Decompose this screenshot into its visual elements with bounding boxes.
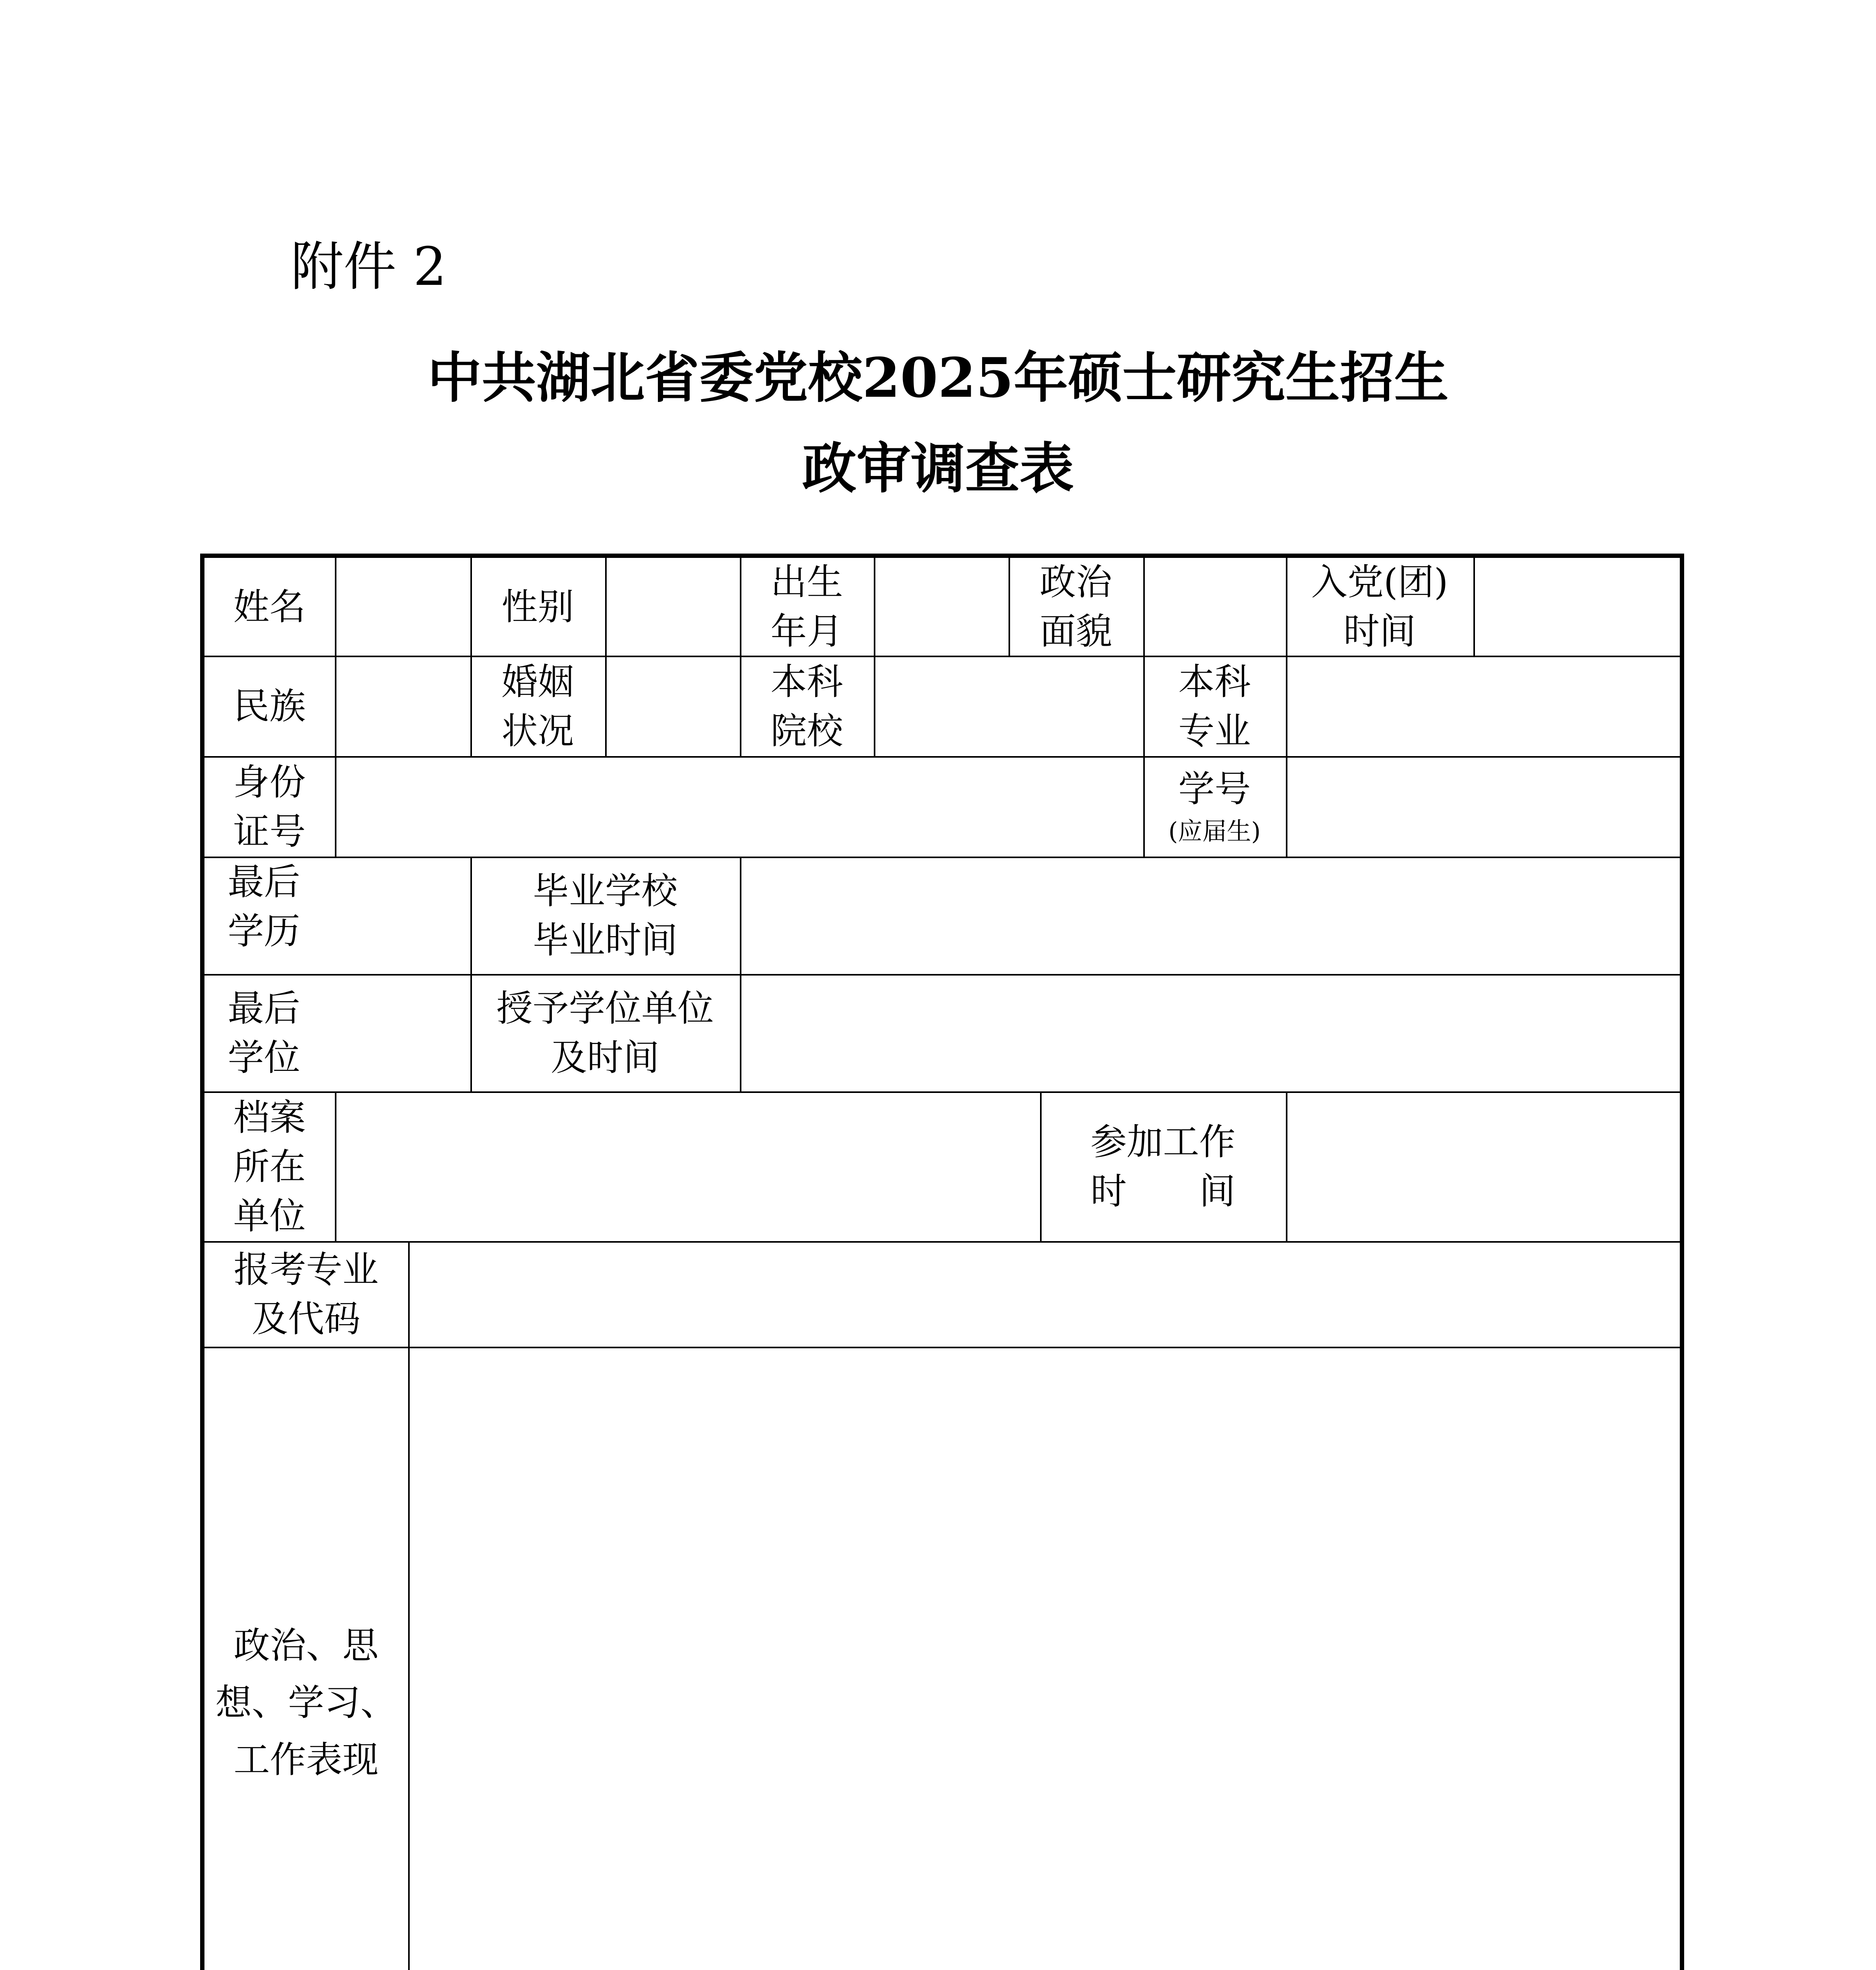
label-political-status: 政治 面貌 (1039, 561, 1112, 652)
label-undergrad-school: 本科 院校 (770, 660, 843, 752)
col-divider (605, 558, 607, 656)
col-divider (605, 656, 607, 757)
col-divider (335, 656, 336, 757)
row-divider (204, 1347, 1680, 1348)
col-divider (874, 558, 875, 656)
label-last-degree: 最后 学位 (228, 987, 301, 1079)
label-applied-major-code: 报考专业 及代码 (233, 1249, 379, 1340)
label-id-number: 身份 证号 (233, 761, 306, 853)
label-last-education: 最后 学历 (228, 861, 301, 952)
label-performance: 政治、思 想、学习、 工作表现 (215, 1624, 397, 1781)
col-divider (740, 857, 741, 975)
col-divider (740, 975, 741, 1092)
label-party-join-time: 入党(团) 时间 (1311, 561, 1448, 652)
attachment-label: 附件 2 (291, 236, 447, 297)
col-divider (335, 757, 336, 857)
label-birth-date: 出生 年月 (770, 561, 843, 652)
col-divider (1143, 558, 1145, 656)
col-divider (335, 558, 336, 656)
col-divider (874, 656, 875, 757)
row-divider (204, 756, 1680, 758)
label-work-start-time: 参加工作 时 间 (1090, 1121, 1235, 1212)
table-border (200, 554, 1684, 1970)
label-gender: 性别 (501, 585, 574, 628)
label-name: 姓名 (233, 585, 306, 628)
col-divider (408, 1242, 410, 1970)
col-divider (1473, 558, 1475, 656)
row-divider (204, 1241, 1680, 1243)
col-divider (1286, 1092, 1287, 1242)
col-divider (1286, 656, 1287, 757)
label-undergrad-major: 本科 专业 (1178, 660, 1251, 752)
label-degree-unit-time: 授予学位单位 及时间 (496, 987, 714, 1079)
row-divider (204, 656, 1680, 657)
student-id-note: (应届生) (1168, 817, 1261, 846)
form-title: 中共湖北省委党校2025年硕士研究生招生 (427, 346, 1449, 410)
label-marital-status: 婚姻 状况 (501, 660, 574, 752)
label-graduation-school-time: 毕业学校 毕业时间 (532, 870, 678, 961)
label-student-id: 学号 (应届生) (1143, 757, 1286, 857)
col-divider (1286, 757, 1287, 857)
form-subtitle: 政审调查表 (802, 436, 1074, 500)
label-ethnicity: 民族 (233, 685, 306, 727)
col-divider (335, 1092, 336, 1242)
row-divider (204, 1091, 1680, 1093)
label-archive-unit: 档案 所在 单位 (233, 1096, 306, 1237)
